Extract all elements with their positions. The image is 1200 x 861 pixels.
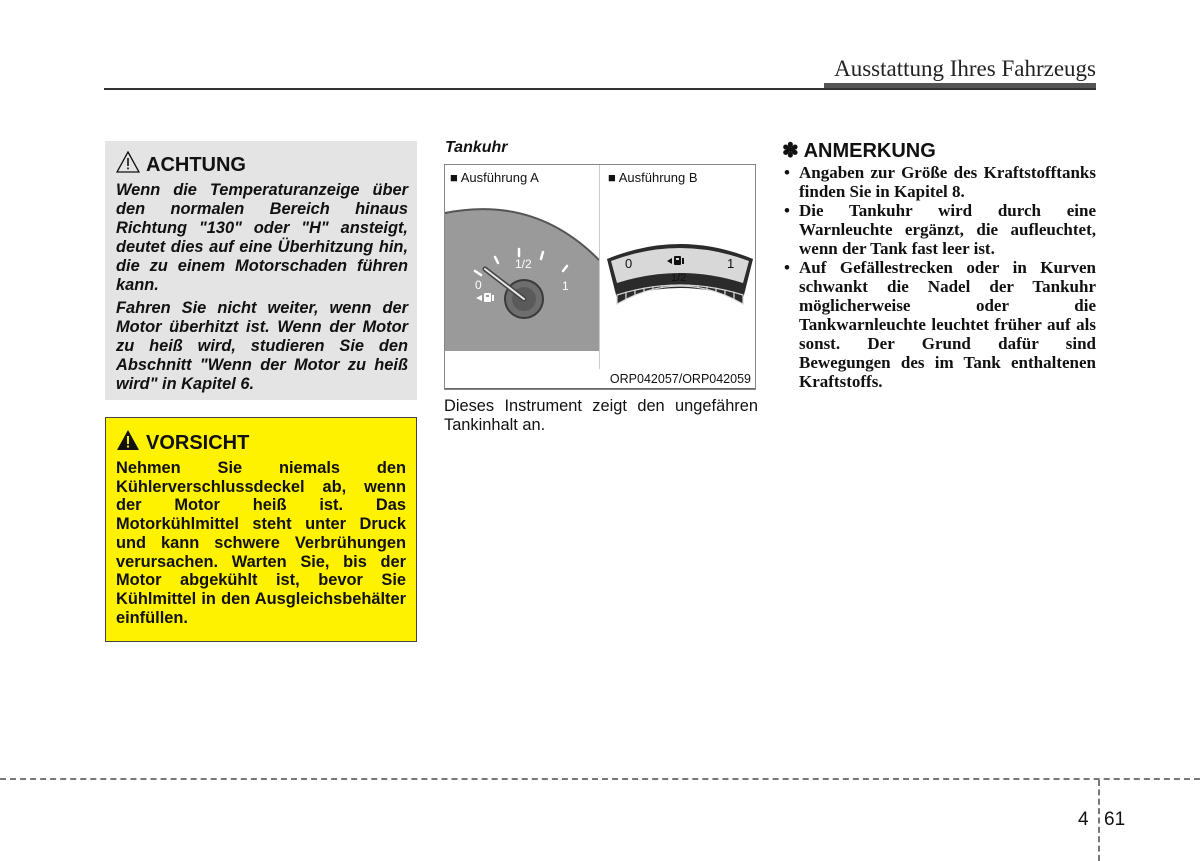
- achtung-heading: ACHTUNG: [146, 153, 246, 176]
- fuel-bar-segment: [725, 290, 734, 299]
- gauge-b-label-empty: 0: [625, 256, 633, 271]
- variant-a-label: ■ Ausführung A: [450, 170, 539, 185]
- fuel-gauge-analog-image: [445, 165, 599, 369]
- gauge-a-label-empty: 0: [475, 278, 482, 292]
- gauge-b-label-full: 1: [727, 256, 735, 271]
- fuel-bar-segment: [635, 288, 644, 295]
- variant-b-label: ■ Ausführung B: [608, 170, 698, 185]
- fuel-bar-segment: [644, 287, 653, 292]
- fuel-bar-segment: [734, 292, 743, 304]
- vorsicht-caution-box: [105, 417, 417, 642]
- chapter-number: 4: [1078, 809, 1089, 830]
- fuel-bar-segment: [617, 292, 626, 304]
- fuel-bar-segment: [671, 285, 680, 286]
- page-header-title: Ausstattung Ihres Fahrzeugs: [834, 56, 1096, 81]
- fuel-bar-segment: [689, 285, 698, 287]
- fuel-gauge-segmented-image: [603, 165, 756, 369]
- note-item: • Die Tankuhr wird durch eine Warnleuchte ergänzt, die aufleuchtet, wenn der Tank fast leer ist.: [782, 201, 1096, 258]
- body-text: Dieses Instrument zeigt den ungefähren Tankinhalt an.: [444, 397, 758, 434]
- achtung-paragraph-2: Fahren Sie nicht weiter, wenn der Motor überhitzt ist. Wenn der Motor zu heiß wird, studieren Sie den Abschnitt "Wenn der Motor zu heiß wird" in Kapitel 6.: [116, 299, 408, 393]
- figure-bottom-rule: [445, 388, 755, 389]
- note-item: • Auf Gefällestrecken oder in Kurven schwankt die Nadel der Tankuhr möglicherweise oder die Tankwarnleuchte leuchtet früher auf als sonst. Der Grund dafür sind Bewegungen des im Tank enthaltenen Kraftstoffs.: [782, 258, 1096, 391]
- fuel-bar-segment: [626, 290, 635, 299]
- gauge-a-label-full: 1: [562, 279, 569, 293]
- note-list: [782, 163, 1096, 391]
- note-heading: ✽ ANMERKUNG: [782, 140, 936, 162]
- footer-dashed-divider: [1098, 780, 1100, 861]
- achtung-heading-row: [116, 151, 408, 179]
- achtung-warning-box: [105, 141, 417, 400]
- vorsicht-heading-row: [116, 429, 406, 457]
- fuel-bar-segment: [662, 285, 671, 287]
- gauge-b-label-half: 1/2: [671, 272, 687, 284]
- achtung-paragraph-1: Wenn die Temperaturanzeige über den normalen Bereich hinaus Richtung "130" oder "H" ansteigt, deutet dies auf eine Überhitzung hin, die zu einem Motorschaden führen kann.: [116, 181, 408, 294]
- fuel-gauge-figure: [444, 164, 756, 390]
- fuel-bar-segment: [707, 287, 716, 292]
- warning-triangle-filled-icon: [116, 429, 140, 457]
- fuel-bar-segment: [680, 285, 689, 286]
- figure-code: ORP042057/ORP042059: [609, 372, 751, 386]
- note-item: • Angaben zur Größe des Kraftstofftanks finden Sie in Kapitel 8.: [782, 163, 1096, 201]
- header-rule: [104, 88, 1096, 90]
- vorsicht-heading: VORSICHT: [146, 431, 250, 454]
- footer-dashed-rule: [0, 778, 1200, 780]
- fuel-bar-segment: [716, 288, 725, 295]
- vorsicht-text: Nehmen Sie niemals den Kühlerverschlussdeckel ab, wenn der Motor heiß ist. Das Motorkühlmittel steht unter Druck und kann schwere Verbrühungen verursachen. Warten Sie, bis der Motor abgekühlt ist, bevor Sie Kühlmittel in den Ausgleichsbehälter einfüllen.: [116, 459, 406, 627]
- figure-title: Tankuhr: [445, 139, 508, 156]
- warning-triangle-outline-icon: [116, 151, 140, 179]
- gauge-a-label-half: 1/2: [515, 257, 532, 271]
- page-number: 61: [1104, 809, 1126, 830]
